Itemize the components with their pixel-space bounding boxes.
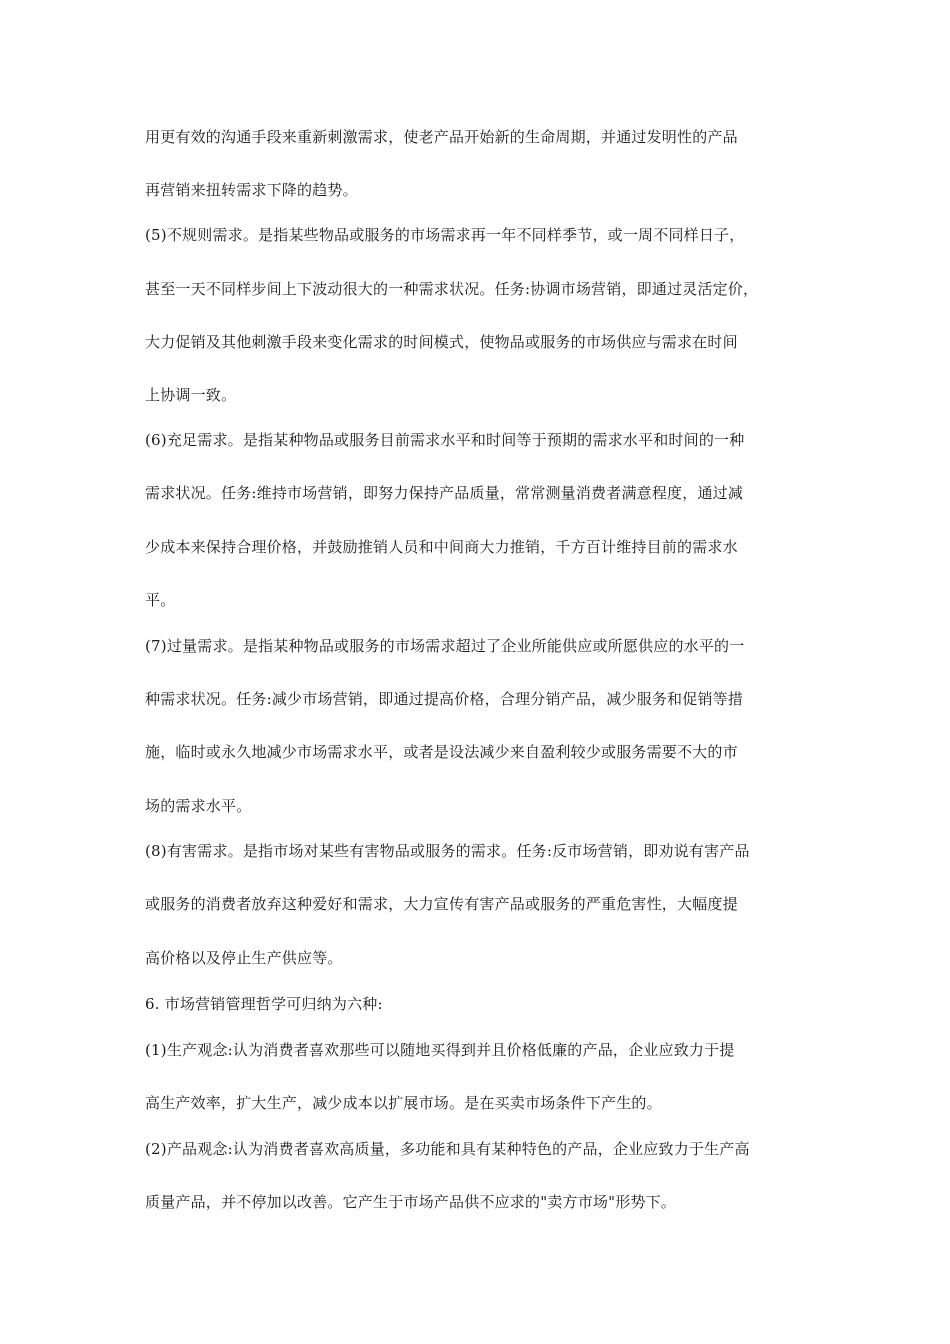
text-line: 高价格以及停止生产供应等。	[145, 949, 343, 967]
text-line: 再营销来扭转需求下降的趋势。	[145, 181, 358, 199]
item-2-start: (2)产品观念:认为消费者喜欢高质量，多功能和具有某种特色的产品，企业应致力于生产高	[145, 1140, 750, 1158]
text-line: 平。	[145, 591, 176, 609]
paragraph-8-start: (8)有害需求。是指市场对某些有害物品或服务的需求。任务:反市场营销，即劝说有害产品	[145, 842, 750, 860]
text-line: 上协调一致。	[145, 386, 237, 404]
text-line: 或服务的消费者放弃这种爱好和需求，大力宣传有害产品或服务的严重危害性，大幅度提	[145, 895, 738, 913]
section-heading: 6. 市场营销管理哲学可归纳为六种:	[145, 995, 383, 1013]
text-line: 需求状况。任务:维持市场营销，即努力保持产品质量，常常测量消费者满意程度，通过减	[145, 484, 744, 502]
text-line: 大力促销及其他刺激手段来变化需求的时间模式，使物品或服务的市场供应与需求在时间	[145, 333, 738, 351]
text-line: 用更有效的沟通手段来重新刺激需求，使老产品开始新的生命周期，并通过发明性的产品	[145, 128, 738, 146]
text-line: 种需求状况。任务:减少市场营销，即通过提高价格，合理分销产品，减少服务和促销等措	[145, 690, 744, 708]
paragraph-7-start: (7)过量需求。是指某种物品或服务的市场需求超过了企业所能供应或所愿供应的水平的一	[145, 637, 745, 655]
text-line: 场的需求水平。	[145, 797, 252, 815]
text-line: 少成本来保持合理价格，并鼓励推销人员和中间商大力推销，千方百计维持目前的需求水	[145, 538, 738, 556]
text-line: 甚至一天不同样步间上下波动很大的一种需求状况。任务:协调市场营销，即通过灵活定价，	[145, 280, 759, 298]
text-line: 质量产品，并不停加以改善。它产生于市场产品供不应求的"卖方市场"形势下。	[145, 1193, 677, 1211]
paragraph-5-start: (5)不规则需求。是指某些物品或服务的市场需求再一年不同样季节，或一周不同样日子，	[145, 226, 745, 244]
paragraph-6-start: (6)充足需求。是指某种物品或服务目前需求水平和时间等于预期的需求水平和时间的一种	[145, 431, 745, 449]
text-line: 施，临时或永久地减少市场需求水平，或者是设法减少来自盈利较少或服务需要不大的市	[145, 743, 738, 761]
item-1-start: (1)生产观念:认为消费者喜欢那些可以随地买得到并且价格低廉的产品，企业应致力于提	[145, 1041, 735, 1059]
text-line: 高生产效率，扩大生产，减少成本以扩展市场。是在买卖市场条件下产生的。	[145, 1094, 662, 1112]
